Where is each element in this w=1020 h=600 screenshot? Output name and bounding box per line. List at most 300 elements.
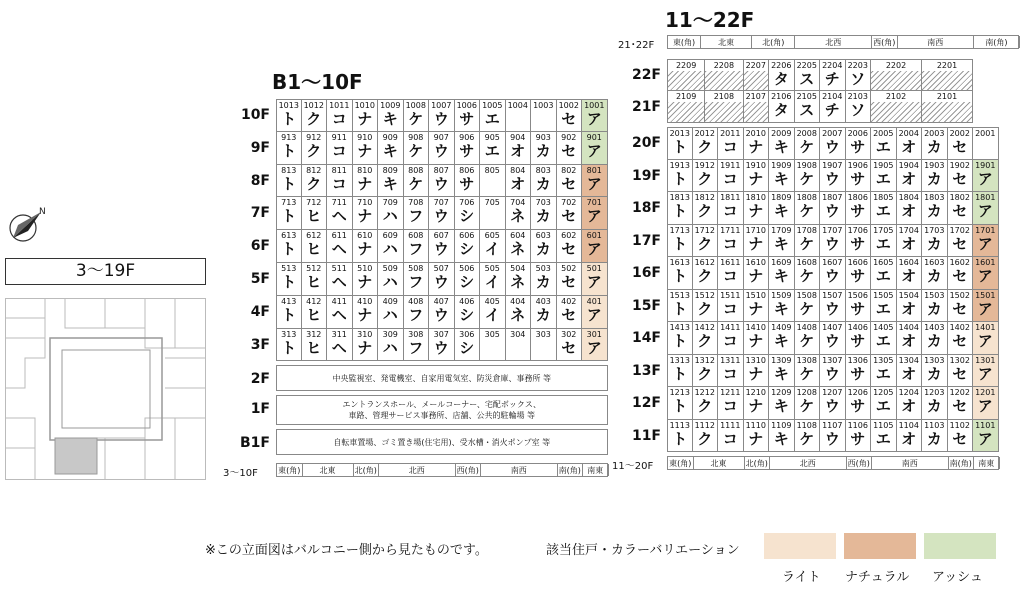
unit-cell[interactable] (404, 263, 430, 296)
unit-cell[interactable] (531, 230, 557, 263)
unit-cell[interactable] (353, 329, 379, 362)
unit-cell[interactable] (871, 225, 897, 258)
unit-cell[interactable] (557, 197, 583, 230)
unit-cell[interactable] (973, 257, 999, 290)
unit-cell[interactable] (846, 127, 872, 160)
unit-cell[interactable] (744, 322, 770, 355)
unit-cell[interactable] (693, 192, 719, 225)
unit-cell[interactable] (557, 296, 583, 329)
unit-cell[interactable] (846, 290, 872, 323)
unit-cell[interactable] (506, 99, 532, 132)
unit-cell[interactable] (769, 257, 795, 290)
unit-cell[interactable] (769, 225, 795, 258)
unit-cell[interactable] (378, 230, 404, 263)
unit-cell[interactable] (897, 160, 923, 193)
unit-cell[interactable] (429, 132, 455, 165)
unit-cell[interactable] (795, 160, 821, 193)
unit-number: 2009 (771, 129, 792, 138)
unit-cell[interactable] (480, 296, 506, 329)
unit-cell[interactable] (693, 290, 719, 323)
unit-number: 904 (510, 132, 526, 142)
unit-cell[interactable] (846, 59, 872, 91)
unit-cell[interactable] (378, 296, 404, 329)
unit-cell[interactable] (922, 59, 973, 91)
unit-cell[interactable] (353, 132, 379, 165)
unit-cell[interactable] (846, 355, 872, 388)
unit-cell[interactable] (846, 192, 872, 225)
unit-cell[interactable] (846, 160, 872, 193)
unit-cell[interactable] (378, 197, 404, 230)
unit-cell[interactable] (582, 165, 608, 198)
unit-cell[interactable] (922, 225, 948, 258)
unit-cell[interactable] (973, 127, 999, 160)
unit-cell[interactable] (871, 257, 897, 290)
unit-cell[interactable] (506, 263, 532, 296)
unit-cell[interactable] (744, 192, 770, 225)
unit-number: 1607 (822, 258, 843, 267)
unit-cell[interactable] (718, 225, 744, 258)
unit-number: 405 (484, 296, 500, 306)
unit-cell[interactable] (276, 329, 302, 362)
unit-cell[interactable] (820, 257, 846, 290)
unit-number: 601 (586, 231, 602, 241)
unit-cell[interactable] (769, 160, 795, 193)
unit-cell[interactable] (455, 296, 481, 329)
elevation-high-floors (612, 33, 1008, 481)
unit-cell[interactable] (693, 160, 719, 193)
unit-cell[interactable] (820, 387, 846, 420)
unit-cell[interactable] (327, 99, 353, 132)
unit-cell[interactable] (871, 91, 922, 123)
unit-cell[interactable] (667, 59, 705, 91)
facility-text: エントランスホール、メールコーナー、宅配ボックス、 (342, 400, 542, 410)
unit-cell[interactable] (922, 257, 948, 290)
unit-type: ヘ (331, 273, 347, 291)
unit-cell[interactable] (480, 329, 506, 362)
unit-type: ト (672, 397, 688, 415)
unit-cell[interactable] (404, 132, 430, 165)
unit-cell[interactable] (302, 165, 328, 198)
unit-cell[interactable] (820, 225, 846, 258)
unit-cell[interactable] (795, 257, 821, 290)
unit-cell[interactable] (693, 225, 719, 258)
unit-cell[interactable] (718, 192, 744, 225)
unit-cell[interactable] (557, 165, 583, 198)
unit-cell[interactable] (897, 225, 923, 258)
unit-cell[interactable] (922, 322, 948, 355)
unit-number: 911 (331, 132, 347, 142)
unit-cell[interactable] (276, 99, 302, 132)
unit-cell[interactable] (327, 263, 353, 296)
unit-cell[interactable] (769, 91, 795, 123)
unit-cell[interactable] (897, 127, 923, 160)
unit-cell[interactable] (871, 127, 897, 160)
unit-cell[interactable] (531, 165, 557, 198)
unit-cell[interactable] (667, 127, 693, 160)
unit-cell[interactable] (897, 290, 923, 323)
unit-number: 1701 (975, 225, 996, 235)
unit-cell[interactable] (769, 127, 795, 160)
unit-cell[interactable] (718, 355, 744, 388)
unit-cell[interactable] (948, 387, 974, 420)
unit-cell[interactable] (506, 329, 532, 362)
unit-cell[interactable] (353, 230, 379, 263)
unit-type: セ (952, 202, 968, 220)
unit-cell[interactable] (820, 160, 846, 193)
unit-cell[interactable] (795, 420, 821, 453)
unit-cell[interactable] (769, 59, 795, 91)
unit-cell[interactable] (871, 387, 897, 420)
unit-cell[interactable] (667, 192, 693, 225)
unit-cell[interactable] (846, 420, 872, 453)
unit-cell[interactable] (846, 322, 872, 355)
unit-cell[interactable] (718, 127, 744, 160)
unit-cell[interactable] (429, 296, 455, 329)
unit-cell[interactable] (667, 387, 693, 420)
unit-cell[interactable] (948, 420, 974, 453)
unit-cell[interactable] (693, 257, 719, 290)
unit-number: 1103 (924, 420, 945, 430)
unit-cell[interactable] (353, 165, 379, 198)
unit-type: ア (977, 267, 993, 285)
unit-cell[interactable] (744, 127, 770, 160)
unit-cell[interactable] (327, 329, 353, 362)
unit-cell[interactable] (769, 420, 795, 453)
direction-cell: 東(角) (668, 36, 701, 48)
unit-cell[interactable] (948, 257, 974, 290)
unit-cell[interactable] (531, 296, 557, 329)
unit-cell[interactable] (276, 165, 302, 198)
unit-cell[interactable] (429, 99, 455, 132)
unit-cell[interactable] (506, 197, 532, 230)
unit-type: ア (586, 273, 602, 291)
unit-cell[interactable] (795, 91, 821, 123)
unit-cell[interactable] (820, 290, 846, 323)
unit-cell[interactable] (582, 99, 608, 132)
unit-cell[interactable] (404, 296, 430, 329)
unit-cell[interactable] (506, 230, 532, 263)
unit-cell[interactable] (276, 263, 302, 296)
unit-cell[interactable] (582, 197, 608, 230)
unit-cell[interactable] (871, 420, 897, 453)
unit-cell[interactable] (276, 132, 302, 165)
unit-cell[interactable] (404, 99, 430, 132)
unit-cell[interactable] (744, 420, 770, 453)
unit-cell[interactable] (871, 290, 897, 323)
unit-type: セ (952, 332, 968, 350)
unit-cell[interactable] (531, 132, 557, 165)
unit-cell[interactable] (693, 355, 719, 388)
facility-description (276, 365, 608, 391)
unit-cell[interactable] (744, 59, 770, 91)
unit-cell[interactable] (948, 322, 974, 355)
unit-cell[interactable] (378, 99, 404, 132)
unit-type: ウ (433, 141, 449, 160)
unit-number: 1106 (847, 420, 868, 430)
unit-cell[interactable] (455, 329, 481, 362)
unit-cell[interactable] (480, 99, 506, 132)
unit-cell[interactable] (531, 263, 557, 296)
unit-type: フ (408, 240, 424, 259)
unit-cell[interactable] (769, 290, 795, 323)
unit-cell[interactable] (820, 91, 846, 123)
unit-cell[interactable] (506, 132, 532, 165)
unit-cell[interactable] (871, 322, 897, 355)
unit-cell[interactable] (973, 290, 999, 323)
unit-cell[interactable] (667, 322, 693, 355)
unit-cell[interactable] (922, 290, 948, 323)
unit-cell[interactable] (302, 296, 328, 329)
unit-cell[interactable] (922, 192, 948, 225)
unit-cell[interactable] (693, 420, 719, 453)
unit-number: 1502 (949, 290, 970, 300)
unit-type: エ (875, 299, 891, 318)
unit-cell[interactable] (327, 197, 353, 230)
unit-cell[interactable] (327, 296, 353, 329)
unit-cell[interactable] (557, 329, 583, 362)
unit-cell[interactable] (897, 322, 923, 355)
unit-cell[interactable] (353, 263, 379, 296)
unit-cell[interactable] (693, 127, 719, 160)
unit-cell[interactable] (557, 230, 583, 263)
unit-cell[interactable] (705, 91, 743, 123)
unit-cell[interactable] (582, 230, 608, 263)
unit-cell[interactable] (404, 197, 430, 230)
unit-cell[interactable] (897, 387, 923, 420)
unit-type: ケ (799, 332, 815, 350)
unit-number: 1213 (669, 388, 690, 397)
unit-cell[interactable] (795, 355, 821, 388)
unit-cell[interactable] (353, 197, 379, 230)
unit-cell[interactable] (871, 160, 897, 193)
unit-cell[interactable] (667, 225, 693, 258)
floor-label: 8F (250, 172, 270, 189)
unit-cell[interactable] (302, 197, 328, 230)
unit-cell[interactable] (846, 225, 872, 258)
unit-cell[interactable] (327, 165, 353, 198)
unit-cell[interactable] (429, 165, 455, 198)
unit-cell[interactable] (948, 127, 974, 160)
unit-cell[interactable] (744, 257, 770, 290)
unit-number: 701 (586, 198, 602, 208)
unit-cell[interactable] (582, 296, 608, 329)
unit-cell[interactable] (455, 165, 481, 198)
unit-cell[interactable] (557, 99, 583, 132)
unit-cell[interactable] (531, 99, 557, 132)
unit-cell[interactable] (429, 263, 455, 296)
unit-cell[interactable] (557, 132, 583, 165)
unit-cell[interactable] (276, 230, 302, 263)
unit-number: 608 (408, 231, 424, 241)
unit-type: エ (875, 267, 891, 285)
unit-number: 1306 (847, 355, 868, 365)
unit-cell[interactable] (948, 192, 974, 225)
unit-cell[interactable] (922, 127, 948, 160)
floor-label: 14F (631, 330, 661, 346)
unit-cell[interactable] (744, 290, 770, 323)
unit-cell[interactable] (276, 296, 302, 329)
unit-cell[interactable] (795, 225, 821, 258)
unit-cell[interactable] (973, 225, 999, 258)
unit-cell[interactable] (302, 263, 328, 296)
unit-cell[interactable] (795, 290, 821, 323)
unit-type: カ (535, 240, 551, 259)
unit-cell[interactable] (897, 192, 923, 225)
unit-cell[interactable] (820, 420, 846, 453)
unit-cell[interactable] (506, 296, 532, 329)
unit-cell[interactable] (667, 160, 693, 193)
unit-cell[interactable] (302, 99, 328, 132)
unit-cell[interactable] (718, 290, 744, 323)
unit-cell[interactable] (429, 197, 455, 230)
unit-cell[interactable] (769, 322, 795, 355)
unit-cell[interactable] (480, 165, 506, 198)
unit-cell[interactable] (973, 322, 999, 355)
unit-cell[interactable] (455, 230, 481, 263)
unit-cell[interactable] (897, 355, 923, 388)
unit-cell[interactable] (871, 355, 897, 388)
unit-cell[interactable] (667, 290, 693, 323)
unit-number: 2205 (796, 61, 817, 70)
unit-cell[interactable] (820, 127, 846, 160)
unit-cell[interactable] (769, 192, 795, 225)
unit-cell[interactable] (667, 420, 693, 453)
unit-cell[interactable] (455, 99, 481, 132)
unit-cell[interactable] (378, 263, 404, 296)
unit-cell[interactable] (480, 263, 506, 296)
unit-cell[interactable] (480, 132, 506, 165)
unit-cell[interactable] (948, 355, 974, 388)
unit-cell[interactable] (378, 165, 404, 198)
unit-cell[interactable] (455, 263, 481, 296)
unit-cell[interactable] (480, 230, 506, 263)
unit-cell[interactable] (506, 165, 532, 198)
unit-cell[interactable] (718, 160, 744, 193)
unit-number: 506 (459, 264, 475, 273)
unit-cell[interactable] (302, 329, 328, 362)
unit-number: 1705 (873, 225, 894, 235)
unit-cell[interactable] (948, 290, 974, 323)
unit-cell[interactable] (897, 257, 923, 290)
unit-cell[interactable] (582, 329, 608, 362)
unit-cell[interactable] (871, 59, 922, 91)
facility-description (276, 429, 608, 455)
unit-cell[interactable] (769, 387, 795, 420)
unit-cell[interactable] (744, 387, 770, 420)
unit-cell[interactable] (973, 387, 999, 420)
unit-cell[interactable] (795, 387, 821, 420)
unit-type: ア (586, 174, 602, 193)
unit-cell[interactable] (820, 59, 846, 91)
unit-cell[interactable] (820, 322, 846, 355)
unit-cell[interactable] (922, 355, 948, 388)
unit-cell[interactable] (693, 387, 719, 420)
unit-number: 1408 (796, 323, 817, 332)
unit-cell[interactable] (667, 257, 693, 290)
unit-cell[interactable] (718, 387, 744, 420)
unit-cell[interactable] (718, 420, 744, 453)
unit-cell[interactable] (353, 99, 379, 132)
unit-number: 1811 (720, 193, 741, 202)
unit-number: 611 (331, 231, 347, 241)
unit-cell[interactable] (948, 160, 974, 193)
unit-cell[interactable] (404, 230, 430, 263)
unit-cell[interactable] (327, 132, 353, 165)
unit-type: ケ (799, 138, 815, 156)
unit-cell[interactable] (973, 192, 999, 225)
unit-cell[interactable] (922, 387, 948, 420)
unit-cell[interactable] (531, 197, 557, 230)
unit-cell[interactable] (897, 420, 923, 453)
unit-cell[interactable] (922, 420, 948, 453)
unit-cell[interactable] (948, 225, 974, 258)
unit-number: 1803 (924, 193, 945, 202)
unit-cell[interactable] (922, 160, 948, 193)
unit-type: エ (875, 138, 891, 156)
unit-cell[interactable] (378, 132, 404, 165)
unit-cell[interactable] (302, 132, 328, 165)
unit-cell[interactable] (378, 329, 404, 362)
unit-cell[interactable] (582, 132, 608, 165)
unit-type: ク (306, 174, 322, 193)
unit-cell[interactable] (429, 230, 455, 263)
unit-number: 1706 (847, 225, 868, 235)
unit-cell[interactable] (795, 192, 821, 225)
unit-cell[interactable] (820, 355, 846, 388)
unit-cell[interactable] (557, 263, 583, 296)
unit-cell[interactable] (871, 192, 897, 225)
unit-type: ク (306, 110, 322, 128)
unit-cell[interactable] (744, 355, 770, 388)
unit-cell[interactable] (404, 165, 430, 198)
unit-cell[interactable] (922, 91, 973, 123)
unit-cell[interactable] (795, 322, 821, 355)
unit-cell[interactable] (429, 329, 455, 362)
unit-cell[interactable] (744, 91, 770, 123)
unit-cell[interactable] (718, 322, 744, 355)
unit-cell[interactable] (582, 263, 608, 296)
unit-cell[interactable] (667, 355, 693, 388)
unit-cell[interactable] (795, 59, 821, 91)
unit-cell[interactable] (846, 257, 872, 290)
unit-cell[interactable] (455, 197, 481, 230)
direction-cell: 東(角) (277, 464, 303, 476)
unit-cell[interactable] (820, 192, 846, 225)
unit-cell[interactable] (973, 160, 999, 193)
unit-cell[interactable] (667, 91, 705, 123)
floor-label: 17F (631, 232, 661, 249)
unit-cell[interactable] (302, 230, 328, 263)
unit-cell[interactable] (973, 355, 999, 388)
unit-cell[interactable] (744, 225, 770, 258)
unit-cell[interactable] (718, 257, 744, 290)
unit-cell[interactable] (455, 132, 481, 165)
unit-cell[interactable] (973, 420, 999, 453)
unit-cell[interactable] (480, 197, 506, 230)
unit-cell[interactable] (846, 387, 872, 420)
unit-cell[interactable] (327, 230, 353, 263)
unit-cell[interactable] (795, 127, 821, 160)
unit-cell[interactable] (744, 160, 770, 193)
unit-cell[interactable] (846, 91, 872, 123)
unit-cell[interactable] (353, 296, 379, 329)
unit-cell[interactable] (693, 322, 719, 355)
unit-cell[interactable] (404, 329, 430, 362)
unit-cell[interactable] (276, 197, 302, 230)
unit-cell[interactable] (705, 59, 743, 91)
unit-cell[interactable] (531, 329, 557, 362)
unit-cell[interactable] (769, 355, 795, 388)
